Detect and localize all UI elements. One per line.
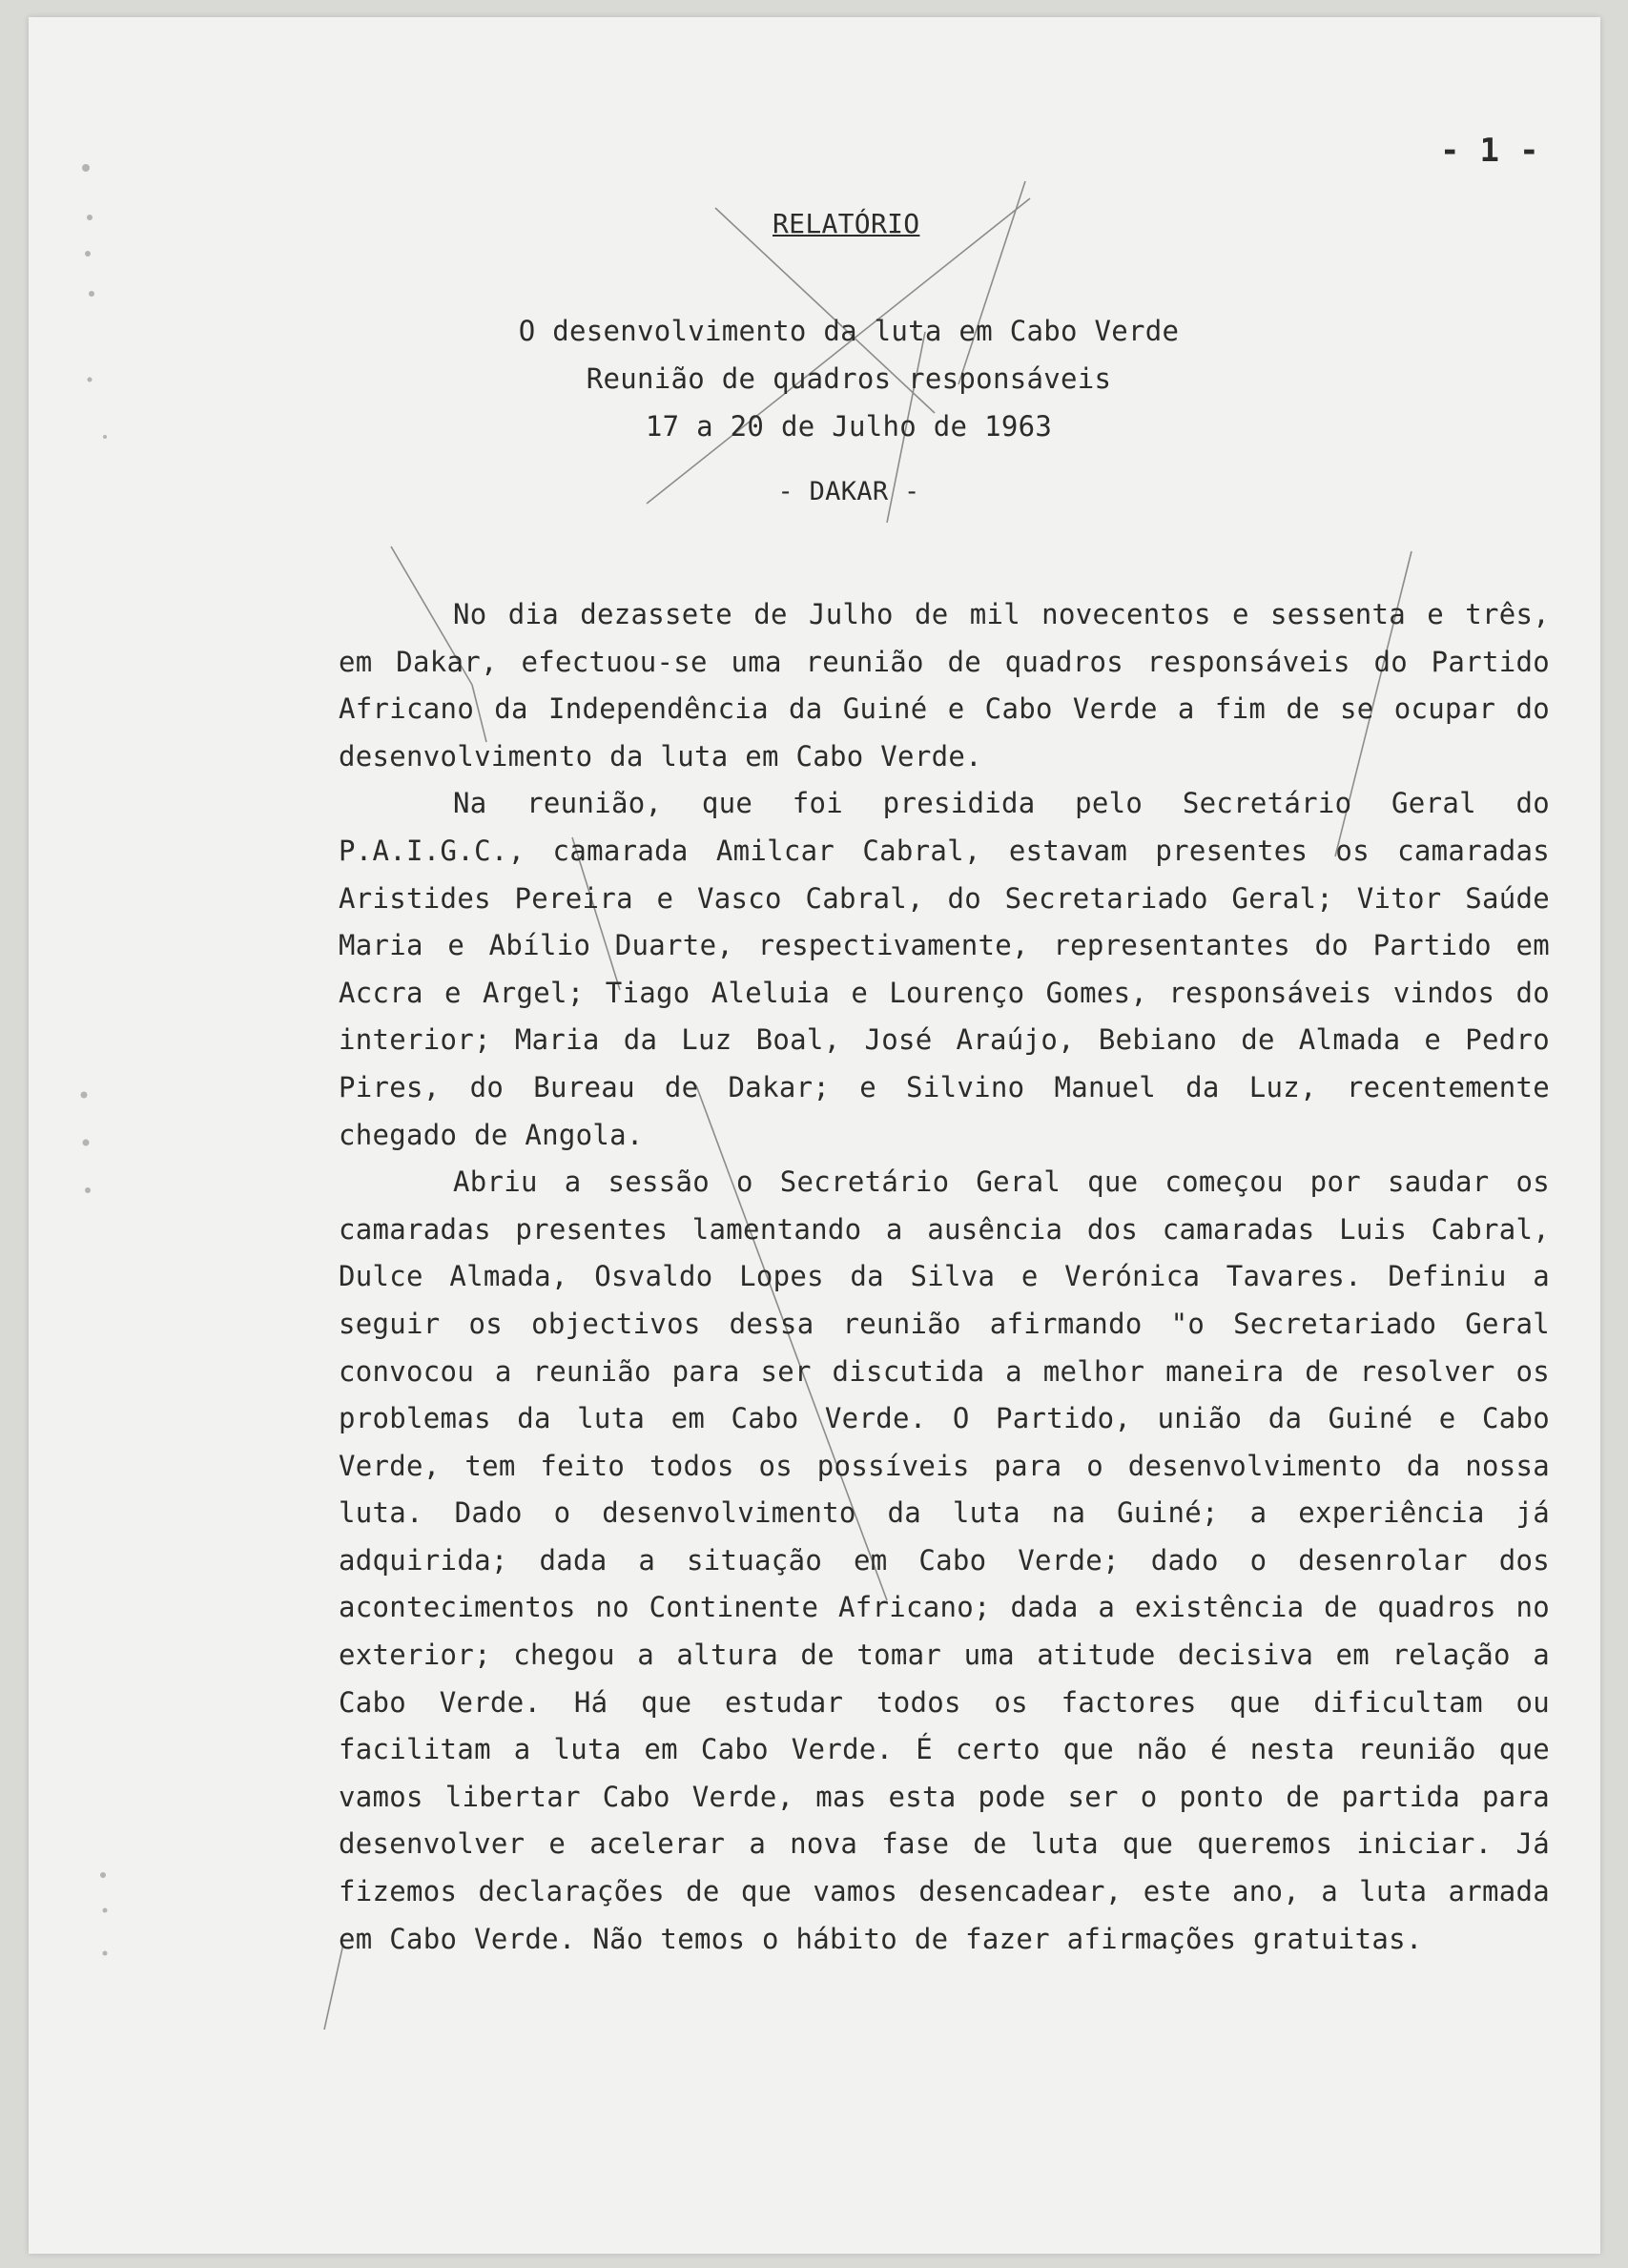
pencil-stroke — [647, 198, 1030, 504]
subtitle-line: Reunião de quadros responsáveis — [586, 362, 1112, 395]
paragraph: Abriu a sessão o Secretário Geral que começou por saudar os camaradas presentes lamentando a ausência dos camaradas Luis Cabral, Dulce Almada, Osvaldo Lopes da Silva e Verónica Tavares. Definiu a seguir os objectivos dessa reunião afirmando "o Secretariado Geral convocou a reunião para ser discutida a melhor maneira de resolver os problemas da luta em Cabo Verde. O Partido, união da Guiné e Cabo Verde, tem feito todos os possíveis para o desenvolvimento da nossa luta. Dado o desenvolvimento da luta na Guiné; a experiência já adquirida; dada a situação em Cabo Verde; dado o desenrolar dos acontecimentos no Continente Africano; dada a existência de quadros no exterior; chegou a altura de tomar uma atitude decisiva em relação a Cabo Verde. Há que estudar todos os factores que dificultam ou facilitam a luta em Cabo Verde. É certo que não é nesta reunião que vamos libertar Cabo Verde, mas esta pode ser o ponto de partida para desenvolver e acelerar a nova fase de luta que queremos iniciar. Já fizemos declarações de que vamos desencadear, este ano, a luta armada em Cabo Verde. Não temos o hábito de fazer afirmações gratuitas. — [339, 1165, 1550, 1955]
page-number: - 1 - — [1440, 132, 1539, 170]
subtitle-line: O desenvolvimento da luta em Cabo Verde — [518, 315, 1180, 347]
paragraph: No dia dezassete de Julho de mil novecentos e sessenta e três, em Dakar, efectuou-se uma reunião de quadros responsáveis do Partido Africano da Independência da Guiné e Cabo Verde a fim de se ocupar do desenvolvimento da luta em Cabo Verde. — [339, 598, 1550, 773]
subtitle-line: 17 a 20 de Julho de 1963 — [645, 410, 1053, 443]
document-title: RELATÓRIO — [773, 208, 920, 239]
body-text — [339, 591, 1550, 1963]
location-line: - DAKAR - — [777, 477, 920, 506]
document-page — [29, 17, 1600, 2254]
pencil-stroke — [958, 181, 1025, 384]
paragraph: Na reunião, que foi presidida pelo Secretário Geral do P.A.I.G.C., camarada Amilcar Cabral, estavam presentes os camaradas Aristides Pereira e Vasco Cabral, do Secretariado Geral; Vitor Saúde Maria e Abílio Duarte, respectivamente, representantes do Partido em Accra e Argel; Tiago Aleluia e Lourenço Gomes, responsáveis vindos do interior; Maria da Luz Boal, José Araújo, Bebiano de Almada e Pedro Pires, do Bureau de Dakar; e Silvino Manuel da Luz, recentemente chegado de Angola. — [339, 787, 1550, 1151]
